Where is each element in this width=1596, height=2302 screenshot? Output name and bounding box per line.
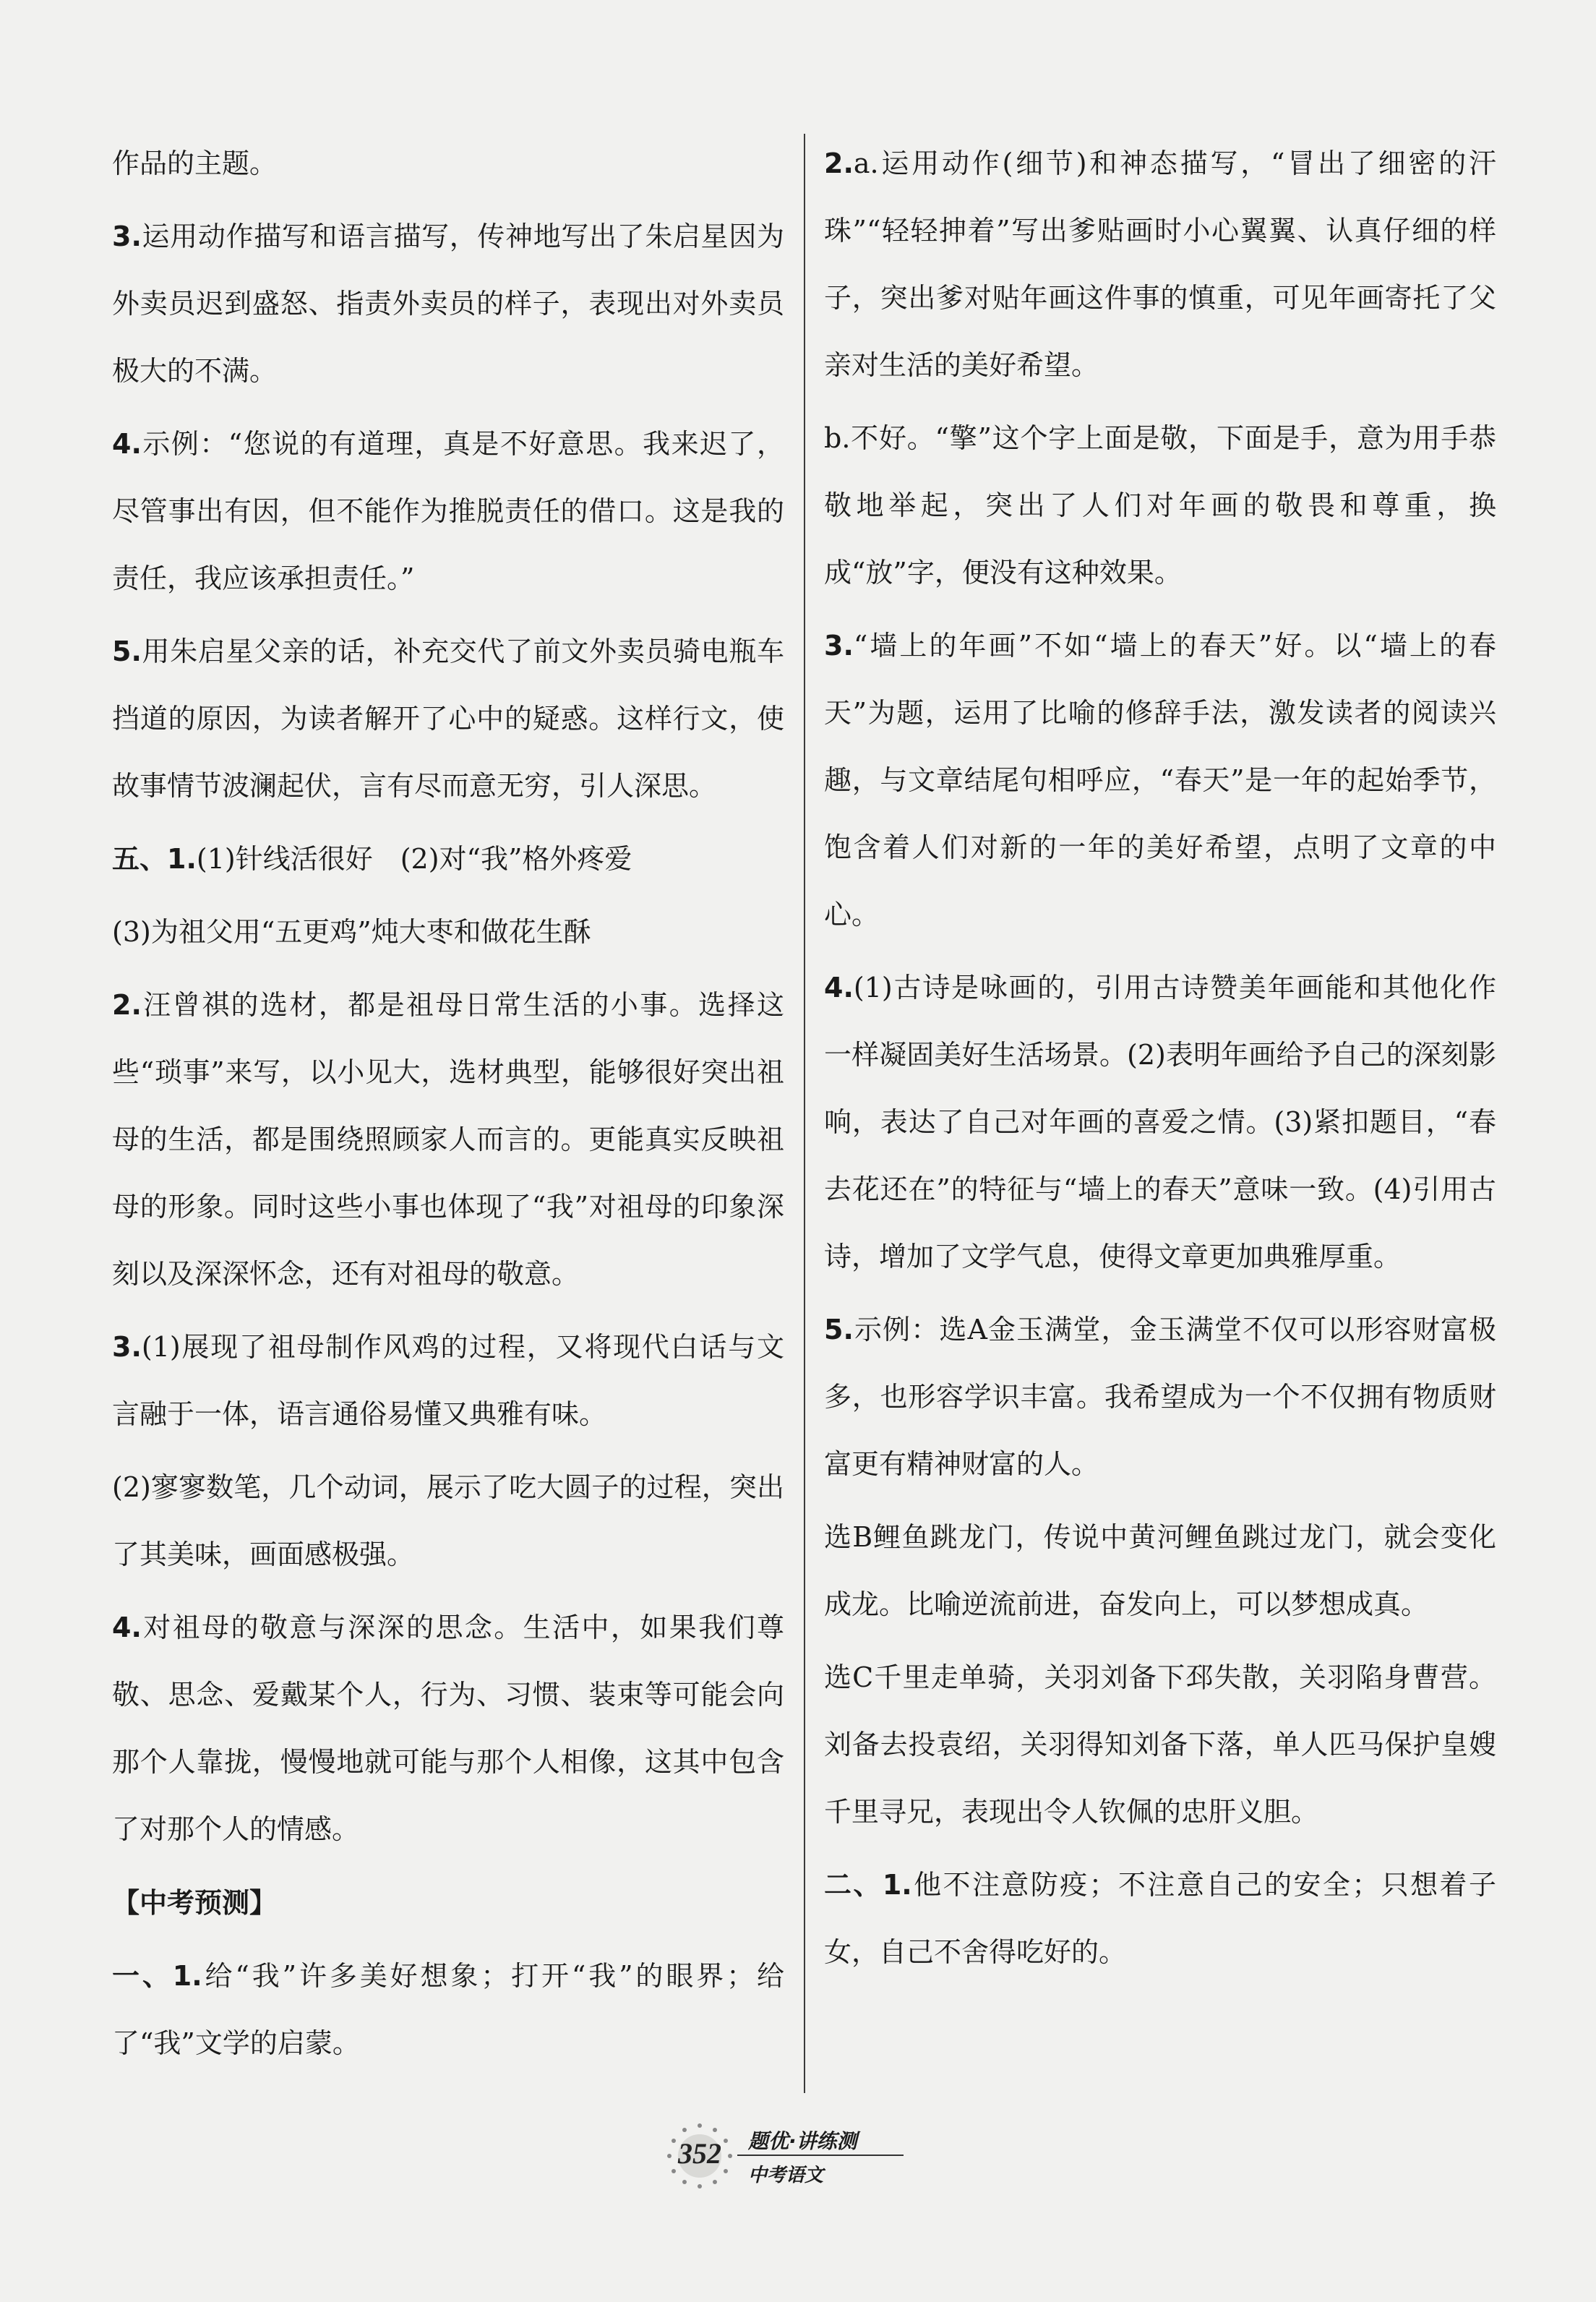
answer-text: (1)展现了祖母制作风鸡的过程，又将现代白话与文言融于一体，语言通俗易懂又典雅有味。: [112, 1331, 784, 1430]
answer-paragraph: [824, 954, 1496, 1291]
item-number: 2.: [112, 989, 142, 1021]
answer-paragraph: [824, 1852, 1496, 1986]
answer-text: 给“我”许多美好想象；打开“我”的眼界；给了“我”文学的启蒙。: [112, 1960, 784, 2059]
item-number: 3.: [112, 1331, 142, 1363]
answer-paragraph: [824, 1504, 1496, 1638]
answer-text: (2)寥寥数笔，几个动词，展示了吃大圆子的过程，突出了其美味，画面感极强。: [112, 1471, 784, 1570]
item-number: 4.: [112, 1612, 142, 1643]
answer-paragraph: [112, 411, 784, 612]
item-number: 5.: [112, 636, 142, 667]
answer-text: 他不注意防疫；不注意自己的安全；只想着子女，自己不舍得吃好的。: [824, 1869, 1496, 1968]
item-number: 二、1.: [824, 1869, 912, 1901]
answer-text: (1)古诗是咏画的，引用古诗赞美年画能和其他化作一样凝固美好生活场景。(2)表明年画给予自己的深刻影响，表达了自己对年画的喜爱之情。(3)紧扣题目，“春去花还在”的特征与“墙上的春天”意味一致。(4)引用古诗，增加了文学气息，使得文章更加典雅厚重。: [824, 972, 1496, 1272]
answer-paragraph: [112, 618, 784, 820]
answer-paragraph: [112, 1314, 784, 1448]
item-number: 5.: [824, 1314, 854, 1345]
column-divider: [804, 134, 805, 2093]
answer-paragraph: [112, 826, 784, 893]
answer-paragraph: [824, 1644, 1496, 1846]
answer-text: 选B鲤鱼跳龙门，传说中黄河鲤鱼跳过龙门，就会变化成龙。比喻逆流前进，奋发向上，可以梦想成真。: [824, 1521, 1496, 1620]
answer-text: (3)为祖父用“五更鸡”炖大枣和做花生酥: [112, 916, 591, 948]
answer-paragraph: [112, 203, 784, 405]
answer-paragraph: [112, 130, 784, 197]
answer-text: 用朱启星父亲的话，补充交代了前文外卖员骑电瓶车挡道的原因，为读者解开了心中的疑惑。这样行文，使故事情节波澜起伏，言有尽而意无穷，引人深思。: [112, 636, 784, 802]
answer-text: b.不好。“擎”这个字上面是敬，下面是手，意为用手恭敬地举起，突出了人们对年画的敬畏和尊重，换成“放”字，便没有这种效果。: [824, 422, 1496, 589]
item-number: 3.: [112, 221, 142, 252]
item-number: 一、1.: [112, 1960, 202, 1992]
answer-text: 汪曾祺的选材，都是祖母日常生活的小事。选择这些“琐事”来写，以小见大，选材典型，能够很好突出祖母的生活，都是围绕照顾家人而言的。更能真实反映祖母的形象。同时这些小事也体现了“我”对祖母的印象深刻以及深深怀念，还有对祖母的敬意。: [112, 989, 784, 1290]
answer-text: a.运用动作(细节)和神态描写，“冒出了细密的汗珠”“轻轻抻着”写出爹贴画时小心翼翼、认真仔细的样子，突出爹对贴年画这件事的慎重，可见年画寄托了父亲对生活的美好希望。: [824, 147, 1496, 381]
page-number: 352: [678, 2137, 721, 2170]
answer-paragraph: [824, 405, 1496, 607]
answer-text: “墙上的年画”不如“墙上的春天”好。以“墙上的春天”为题，运用了比喻的修辞手法，激发读者的阅读兴趣，与文章结尾句相呼应，“春天”是一年的起始季节，饱含着人们对新的一年的美好希望，点明了文章的中心。: [824, 630, 1496, 930]
answer-text: (1)针线活很好 (2)对“我”格外疼爱: [196, 843, 632, 875]
answer-text: 【中考预测】: [112, 1886, 278, 1919]
right-column: [824, 130, 1496, 1992]
answer-text: 作品的主题。: [112, 147, 278, 179]
item-number: 3.: [824, 630, 854, 662]
answer-paragraph: [824, 130, 1496, 399]
answer-paragraph: [112, 1869, 784, 1937]
answer-text: 示例：选A金玉满堂，金玉满堂不仅可以形容财富极多，也形容学识丰富。我希望成为一个不仅拥有物质财富更有精神财富的人。: [824, 1314, 1496, 1480]
answer-paragraph: [112, 1943, 784, 2077]
answer-text: 选C千里走单骑，关羽刘备下邳失散，关羽陷身曹营。刘备去投袁绍，关羽得知刘备下落，单人匹马保护皇嫂千里寻兄，表现出令人钦佩的忠肝义胆。: [824, 1661, 1496, 1828]
item-number: 五、1.: [112, 843, 197, 875]
item-number: 2.: [824, 147, 854, 179]
answer-paragraph: [112, 972, 784, 1308]
item-number: 4.: [112, 428, 142, 460]
answer-text: 运用动作描写和语言描写，传神地写出了朱启星因为外卖员迟到盛怒、指责外卖员的样子，表现出对外卖员极大的不满。: [112, 221, 784, 387]
footer-rule: [737, 2155, 904, 2156]
footer-subtitle: 中考语文: [748, 2165, 824, 2186]
answer-paragraph: [824, 612, 1496, 949]
left-column: [112, 130, 784, 2083]
answer-paragraph: [112, 1594, 784, 1863]
answer-text: 示例：“您说的有道理，真是不好意思。我来迟了，尽管事出有因，但不能作为推脱责任的借口。这是我的责任，我应该承担责任。”: [112, 428, 784, 594]
answer-paragraph: [112, 899, 784, 966]
footer-title: 题优·讲练测: [748, 2129, 857, 2153]
item-number: 4.: [824, 972, 854, 1004]
answer-text: 对祖母的敬意与深深的思念。生活中，如果我们尊敬、思念、爱戴某个人，行为、习惯、装束等可能会向那个人靠拢，慢慢地就可能与那个人相像，这其中包含了对那个人的情感。: [112, 1612, 784, 1845]
answer-paragraph: [824, 1296, 1496, 1498]
answer-paragraph: [112, 1454, 784, 1588]
